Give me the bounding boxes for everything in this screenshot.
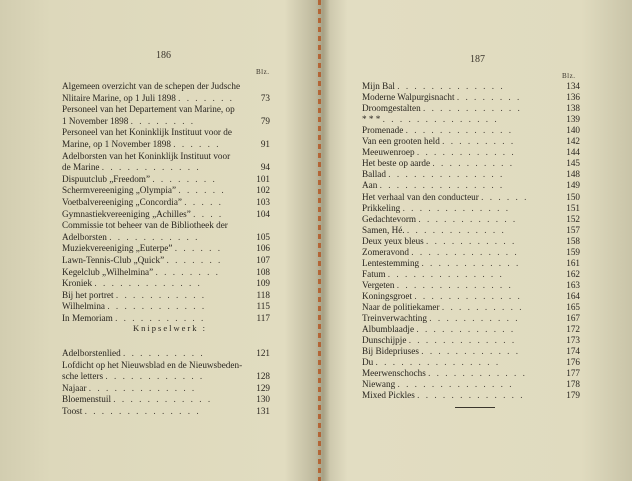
entry-page-number: 105 — [256, 231, 270, 242]
leader-dots: . . . . . . . . . . . . . — [408, 335, 517, 346]
entry-page-number: 103 — [256, 197, 270, 207]
toc-entry — [62, 255, 270, 265]
entry-title: Mijn Bal — [362, 81, 395, 91]
toc-entry — [62, 243, 270, 253]
leader-dots: . . . . . . . . — [152, 173, 217, 184]
entry-title: Wilhelmina — [62, 301, 106, 312]
toc-entry — [362, 346, 580, 356]
toc-entry — [362, 390, 580, 400]
toc-entry — [62, 185, 270, 195]
entry-title: Koningsgroet — [362, 290, 413, 301]
toc-entry — [362, 103, 580, 113]
leader-dots: . . . . . . . — [166, 255, 223, 265]
toc-entry — [362, 379, 580, 389]
entry-page-number: 128 — [256, 371, 270, 381]
toc-entry — [62, 197, 270, 207]
leader-dots: . . . . . . . . . . . . . . — [388, 169, 505, 180]
leader-dots: . . . . . . . . . . . . — [428, 368, 527, 379]
entry-page-number: 152 — [566, 213, 580, 224]
entry-page-number: 157 — [566, 224, 580, 235]
entry-page-number: 161 — [566, 257, 580, 268]
leader-dots: . . . . . . . . . . . . — [421, 346, 521, 357]
entry-page-number: 131 — [256, 405, 270, 416]
leader-dots: . . . . . . . . — [155, 266, 220, 277]
entry-title: Bij Bidepriuses — [362, 346, 419, 357]
entry-page-number: 140 — [566, 125, 580, 136]
entry-page-number: 176 — [566, 357, 580, 368]
entry-title: Personeel van het Koninklijk Instituut voor de — [62, 127, 232, 138]
end-rule — [455, 407, 495, 408]
toc-entry — [62, 174, 270, 184]
entry-title: Muziekvereeniging „Euterpe” — [62, 243, 173, 254]
toc-entry — [62, 162, 270, 172]
toc-entry — [62, 116, 270, 126]
leader-dots: . . . . . . . . . . . . — [418, 213, 518, 224]
entry-page-number: 138 — [566, 103, 580, 114]
toc-entry — [362, 236, 580, 246]
leader-dots: . . . . . . — [481, 191, 529, 202]
toc-entry — [362, 158, 580, 168]
binding-thread — [318, 0, 321, 481]
toc-entry — [362, 324, 580, 334]
leader-dots: . . . . . . . . — [456, 92, 522, 103]
toc-entry — [62, 151, 270, 161]
leader-dots: . . . . . . . . — [130, 115, 196, 126]
entry-title: Meeuwenroep — [362, 147, 415, 158]
toc-entry — [362, 280, 580, 290]
leader-dots: . . . . . . . . . . . . — [422, 103, 522, 114]
leader-dots: . . . . . . . . . . . — [429, 313, 520, 324]
toc-entry — [62, 220, 270, 230]
leader-dots: . . . . . . . . . . . . . — [414, 290, 522, 301]
blz-column-label: Blz. — [562, 72, 576, 80]
entry-title: Naar de politiekamer — [362, 302, 440, 312]
leader-dots: . . . . . . . . . . . . . . — [397, 379, 514, 390]
leader-dots: . . . . . . . . . . . . . — [405, 125, 514, 136]
entry-title: Dispuutclub „Freedom” — [62, 173, 151, 184]
leader-dots: . . . . . . . . . . — [122, 348, 205, 358]
leader-dots: . . . . . . . . . . . — [115, 313, 206, 323]
toc-entry — [362, 147, 580, 157]
toc-entry — [362, 203, 580, 213]
entry-title: Adelborstenlied — [62, 348, 121, 358]
toc-entry — [62, 232, 270, 242]
entry-title: Fatum — [362, 268, 386, 279]
entry-page-number: 150 — [566, 191, 580, 202]
entry-page-number: 121 — [256, 348, 270, 358]
leader-dots: . . . . . . — [173, 139, 221, 149]
leader-dots: . . . . . . . . . . . . . . — [387, 268, 504, 279]
entry-title: In Memoriam — [62, 313, 113, 323]
entry-title: Commissie tot beheer van de Bibliotheek der — [62, 220, 228, 231]
section-heading: Knipselwerk : — [133, 323, 207, 333]
leader-dots: . . . . . . . . . . . . . . . — [379, 180, 505, 191]
toc-entry — [62, 139, 270, 149]
entry-page-number: 173 — [566, 335, 580, 346]
entry-page-number: 129 — [256, 382, 270, 393]
entry-title: Niewang — [362, 379, 396, 390]
entry-page-number: 106 — [256, 243, 270, 254]
entry-title: Droomgestalten — [362, 103, 421, 114]
leader-dots: . . . . . . . . . — [442, 136, 516, 147]
entry-title: Dunschijpje — [362, 335, 407, 346]
entry-title: Adelborsten — [62, 231, 107, 242]
toc-entry — [362, 180, 580, 190]
toc-entry — [362, 368, 580, 378]
toc-entry — [362, 169, 580, 179]
entry-page-number: 118 — [256, 289, 270, 300]
toc-entry — [362, 269, 580, 279]
entry-page-number: 174 — [566, 346, 580, 357]
toc-entry — [362, 357, 580, 367]
entry-title: Toost — [62, 405, 83, 416]
entry-page-number: 163 — [566, 279, 580, 290]
leader-dots: . . . . . . . . . . . — [109, 231, 200, 242]
entry-title: Albumblaadje — [362, 324, 415, 335]
page-number: 186 — [156, 50, 171, 61]
leader-dots: . . . . . . . . . . . . . . . — [375, 357, 501, 368]
leader-dots: . . . . . . . . . . . . . . — [84, 405, 201, 416]
leader-dots: . . . . . . . . . . . . — [416, 147, 516, 158]
toc-entry — [62, 301, 270, 311]
entry-page-number: 115 — [256, 301, 270, 312]
toc-entry — [362, 125, 580, 135]
toc-entry — [62, 394, 270, 404]
toc-entry — [62, 278, 270, 288]
entry-title: Het beste op aarde — [362, 158, 431, 169]
toc-entry — [62, 267, 270, 277]
toc-entry — [62, 104, 270, 114]
leader-dots: . . . . . . . . . . . — [426, 235, 517, 246]
entry-page-number: 144 — [566, 147, 580, 158]
leader-dots: . . . . . . . . . . . . — [107, 301, 207, 312]
entry-title: sche letters — [62, 371, 104, 381]
entry-page-number: 109 — [256, 278, 270, 289]
entry-page-number: 134 — [566, 81, 580, 91]
entry-title: Zomeravond — [362, 246, 409, 257]
entry-page-number: 149 — [566, 180, 580, 191]
entry-page-number: 139 — [566, 114, 580, 125]
entry-title: Moderne Walpurgisnacht — [362, 92, 455, 103]
entry-page-number: 178 — [566, 379, 580, 390]
entry-title: Bloemenstuil — [62, 394, 111, 404]
entry-page-number: 159 — [566, 246, 580, 257]
leader-dots: . . . . . . . . . . . . — [416, 324, 516, 335]
entry-page-number: 130 — [256, 394, 270, 404]
entry-page-number: 179 — [566, 390, 580, 401]
entry-page-number: 101 — [256, 173, 270, 184]
entry-title: Voetbalvereeniging „Concordia” — [62, 197, 182, 207]
entry-title: Prikkeling — [362, 202, 401, 213]
blz-column-label: Blz. — [256, 68, 270, 76]
toc-entry — [362, 302, 580, 312]
toc-entry — [62, 406, 270, 416]
entry-page-number: 79 — [260, 115, 270, 126]
leader-dots: . . . . . . . . . . . . . — [94, 278, 202, 289]
entry-page-number: 148 — [566, 169, 580, 180]
toc-entry — [362, 92, 580, 102]
entry-title: Aan — [362, 180, 378, 191]
entry-page-number: 177 — [566, 368, 580, 379]
entry-title: Marine, op 1 November 1898 — [62, 139, 171, 149]
toc-entry — [62, 348, 270, 358]
leader-dots: . . . . . . . . . . . . . — [88, 382, 197, 393]
toc-entry — [62, 81, 270, 91]
entry-title: Algemeen overzicht van de schepen der Judsche — [62, 81, 241, 91]
toc-entry — [362, 114, 580, 124]
entry-page-number: 108 — [256, 266, 270, 277]
entry-title: Nlitaire Marine, op 1 Juli 1898 — [62, 92, 176, 103]
entry-title: Promenade — [362, 125, 404, 136]
entry-title: Vergeten — [362, 279, 395, 290]
entry-title: Schermvereeniging „Olympia” — [62, 185, 177, 196]
leader-dots: . . . . . . . . . . . . — [101, 162, 201, 173]
leader-dots: . . . . . — [184, 197, 223, 207]
leader-dots: . . . . — [193, 208, 224, 219]
entry-page-number: 167 — [566, 313, 580, 324]
toc-entry — [62, 383, 270, 393]
entry-title: Samen, Hé. — [362, 224, 405, 235]
entry-page-number: 117 — [256, 313, 270, 323]
entry-page-number: 102 — [256, 185, 270, 196]
entry-title: Bij het portret — [62, 289, 114, 300]
entry-title: Du — [362, 357, 374, 368]
toc-entry — [362, 247, 580, 257]
toc-entry — [362, 258, 580, 268]
leader-dots: . . . . . . . . . . — [441, 302, 524, 312]
entry-page-number: 158 — [566, 235, 580, 246]
entry-title: Mixed Pickles — [362, 390, 415, 401]
leader-dots: . . . . . . . . . . . . . . — [396, 279, 513, 290]
toc-entry — [362, 313, 580, 323]
right-page — [330, 0, 632, 481]
entry-title: Gymnastiekvereeniging „Achilles” — [62, 208, 191, 219]
entry-title: Najaar — [62, 382, 87, 393]
entry-title: Adelborsten van het Koninklijk Instituut voor — [62, 150, 231, 161]
leader-dots: . . . . . . . — [178, 92, 234, 103]
leader-dots: . . . . . . . . . . . . — [406, 224, 506, 235]
entry-title: Het verhaal van den conducteur — [362, 191, 479, 202]
leader-dots: . . . . . . . . . . — [432, 158, 515, 169]
toc-entry — [362, 136, 580, 146]
leader-dots: . . . . . . . . . . . . — [113, 394, 213, 404]
entry-page-number: 107 — [256, 255, 270, 265]
entry-page-number: 151 — [566, 202, 580, 213]
leader-dots: . . . . . . . . . . . . . — [417, 390, 525, 401]
entry-title: Lofdicht op het Nieuwsblad en de Nieuwsbeden- — [62, 359, 243, 370]
entry-page-number: 162 — [566, 268, 580, 279]
toc-entry — [362, 335, 580, 345]
entry-page-number: 136 — [566, 92, 580, 103]
toc-entry — [62, 360, 270, 370]
toc-entry — [362, 291, 580, 301]
entry-title: Meerwenschochs — [362, 368, 426, 379]
entry-title: Kroniek — [62, 278, 93, 289]
leader-dots: . . . . . . . . . . . — [115, 289, 207, 300]
entry-title: Van een grooten held — [362, 136, 440, 147]
leader-dots: . . . . . . . . . . . . . — [397, 81, 505, 91]
entry-title: Lentestemming — [362, 257, 420, 268]
toc-entry — [362, 214, 580, 224]
page-number: 187 — [470, 54, 485, 65]
entry-page-number: 145 — [566, 158, 580, 169]
entry-page-number: 104 — [256, 208, 270, 219]
entry-title: Treinverwachting — [362, 313, 427, 324]
entry-title: Ballad — [362, 169, 386, 180]
toc-entry — [362, 225, 580, 235]
entry-title: Lawn-Tennis-Club „Quick” — [62, 255, 165, 265]
entry-page-number: 172 — [566, 324, 580, 335]
leader-dots: . . . . . . . . . . . . . — [411, 246, 519, 257]
toc-entry — [62, 313, 270, 323]
entry-page-number: 142 — [566, 136, 580, 147]
entry-page-number: 73 — [260, 92, 270, 103]
entry-title: 1 November 1898 — [62, 115, 129, 126]
leader-dots: . . . . . . . . . . . . . — [402, 202, 510, 213]
entry-title: Deux yeux bleus — [362, 235, 424, 246]
toc-entry — [62, 371, 270, 381]
entry-title: de Marine — [62, 162, 100, 173]
entry-title: Gedachtevorm — [362, 213, 417, 224]
entry-page-number: 94 — [260, 162, 270, 173]
leader-dots: . . . . . . . . . . . . . . — [382, 114, 499, 125]
leader-dots: . . . . . . — [174, 243, 223, 254]
entry-title: Personeel van het Departement van Marine, op — [62, 104, 235, 115]
toc-entry — [62, 290, 270, 300]
entry-page-number: 91 — [260, 139, 270, 149]
toc-entry — [62, 209, 270, 219]
toc-entry — [362, 192, 580, 202]
leader-dots: . . . . . . . . . . . . — [105, 371, 205, 381]
leader-dots: . . . . . . — [178, 185, 226, 196]
entry-page-number: 164 — [566, 290, 580, 301]
toc-entry — [362, 81, 580, 91]
entry-title: Kegelclub „Wilhelmina” — [62, 266, 154, 277]
entry-page-number: 165 — [566, 302, 580, 312]
leader-dots: . . . . . . . . . . . . — [421, 257, 521, 268]
entry-title: * * * — [362, 114, 381, 125]
toc-entry — [62, 93, 270, 103]
toc-entry — [62, 127, 270, 137]
